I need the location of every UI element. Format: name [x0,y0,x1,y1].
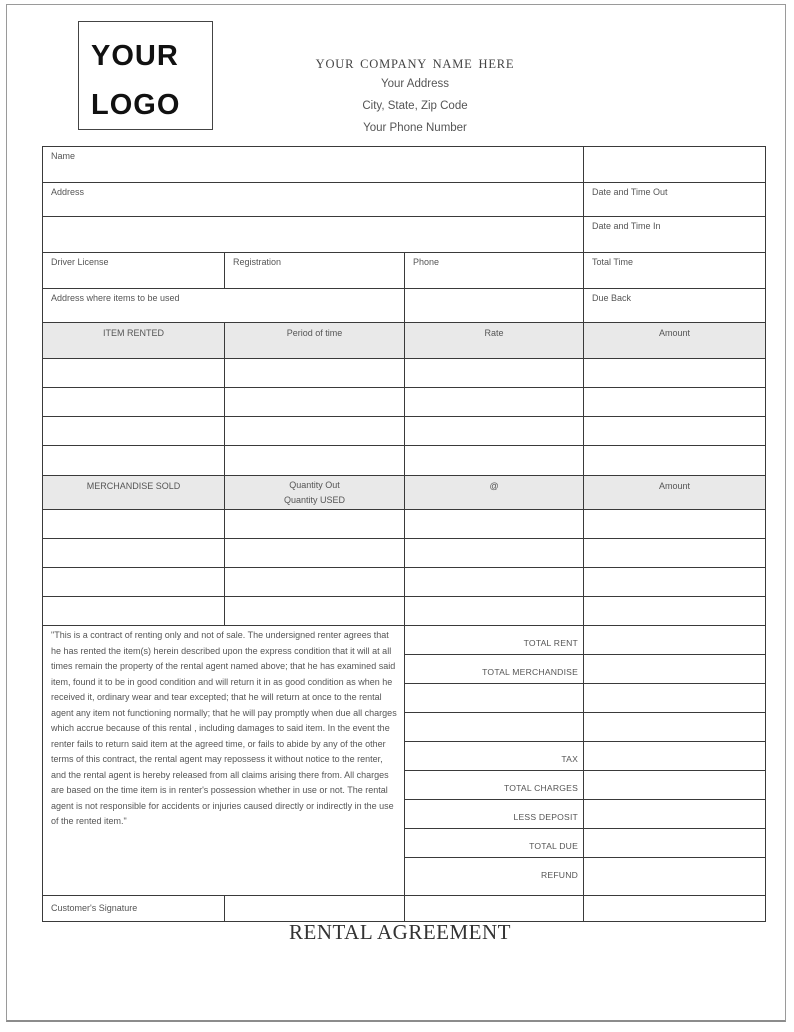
logo-line-1: YOUR [91,40,179,72]
signature-extra-cell[interactable] [405,896,584,922]
address-label: Address [51,187,85,197]
tax-value[interactable] [584,742,766,771]
item-rented-header: ITEM RENTED [43,323,225,359]
at-header: @ [405,476,584,510]
rental-cell[interactable] [225,446,405,476]
total-rent-label: TOTAL RENT [405,626,584,655]
rental-cell[interactable] [43,446,225,476]
amount-header: Amount [584,323,766,359]
rental-cell[interactable] [584,417,766,446]
refund-label: REFUND [405,858,584,896]
rental-cell[interactable] [43,359,225,388]
driver-license-field[interactable] [43,253,225,289]
merchandise-sold-header: MERCHANDISE SOLD [43,476,225,510]
total-merchandise-value[interactable] [584,655,766,684]
merch-cell[interactable] [405,568,584,597]
rate-header: Rate [405,323,584,359]
company-name: YOUR COMPANY NAME HERE [315,57,515,71]
logo-placeholder [78,21,213,130]
address-field[interactable] [43,183,584,217]
phone-field[interactable] [405,253,584,289]
rental-cell[interactable] [584,359,766,388]
logo-line-2: LOGO [91,89,181,121]
address-continuation-field[interactable] [43,217,584,253]
rental-cell[interactable] [225,359,405,388]
rental-form-table [42,146,766,922]
blank-total-label [405,684,584,713]
total-merchandise-label: TOTAL MERCHANDISE [405,655,584,684]
merch-cell[interactable] [405,539,584,568]
phone-label: Phone [413,257,440,267]
merch-cell[interactable] [43,510,225,539]
registration-field[interactable] [225,253,405,289]
company-address: Your Address [381,78,449,90]
merch-cell[interactable] [43,568,225,597]
less-deposit-label: LESS DEPOSIT [405,800,584,829]
rental-cell[interactable] [43,388,225,417]
contract-terms: "This is a contract of renting only and not of sale. The undersigned renter agrees that he has rented the item(s) herein described upon the express condition that it will at all times remain the property of the rental agent named above; that he has examined said item, found it to be in good condition and will return it in as good condition as when he received it, ordinary wear and tear excepted; that he will return at once to the rental agent any item not functioning normally; that he will pay promptly when due all charges which accrue because of this rental , including damages to said item. In the event the renter fails to return said item at the agreed time, or fails to abide by any of the other terms of this contract, the rental agent may repossess it without notice to the renter, and the rental agent is hereby released from all claims arising there from. All charges are based on the time item is in renter's possession whether in use or not. The rental agent is not responsible for accidents or injuries caused directly or indirectly in the use of the rented item." [43,626,405,896]
merch-cell[interactable] [225,597,405,626]
total-charges-label: TOTAL CHARGES [405,771,584,800]
rental-cell[interactable] [584,388,766,417]
merch-cell[interactable] [43,597,225,626]
due-back-field[interactable] [584,289,766,323]
usage-address-extra-field[interactable] [405,289,584,323]
quantity-out-label: Quantity Out [289,480,340,490]
usage-address-label: Address where items to be used [51,293,180,303]
date-time-out-field[interactable] [584,183,766,217]
company-city: City, State, Zip Code [362,100,468,112]
date-time-in-label: Date and Time In [592,221,661,231]
merch-cell[interactable] [584,568,766,597]
blank-total-label [405,713,584,742]
top-right-blank-cell[interactable] [584,147,766,183]
rental-cell[interactable] [584,446,766,476]
merch-cell[interactable] [584,510,766,539]
total-time-field[interactable] [584,253,766,289]
rental-cell[interactable] [225,388,405,417]
rental-cell[interactable] [405,446,584,476]
total-due-label: TOTAL DUE [405,829,584,858]
merch-cell[interactable] [225,510,405,539]
quantity-header [225,476,405,510]
total-time-label: Total Time [592,257,634,267]
blank-total-value[interactable] [584,684,766,713]
company-phone: Your Phone Number [363,122,467,134]
date-time-out-label: Date and Time Out [592,187,668,197]
name-label: Name [51,151,76,161]
period-header: Period of time [225,323,405,359]
date-time-in-field[interactable] [584,217,766,253]
quantity-used-label: Quantity USED [283,495,346,505]
merch-cell[interactable] [225,539,405,568]
usage-address-field[interactable] [43,289,405,323]
total-charges-value[interactable] [584,771,766,800]
merch-cell[interactable] [584,539,766,568]
rental-cell[interactable] [405,388,584,417]
rental-cell[interactable] [405,359,584,388]
signature-label-cell [43,896,225,922]
signature-extra-cell[interactable] [584,896,766,922]
blank-total-value[interactable] [584,713,766,742]
name-field[interactable] [43,147,584,183]
total-due-value[interactable] [584,829,766,858]
merch-amount-header: Amount [584,476,766,510]
merch-cell[interactable] [584,597,766,626]
total-rent-value[interactable] [584,626,766,655]
merch-cell[interactable] [405,510,584,539]
signature-label: Customer's Signature [51,903,138,913]
signature-field[interactable] [225,896,405,922]
rental-cell[interactable] [225,417,405,446]
merch-cell[interactable] [43,539,225,568]
rental-cell[interactable] [43,417,225,446]
merch-cell[interactable] [405,597,584,626]
less-deposit-value[interactable] [584,800,766,829]
refund-value[interactable] [584,858,766,896]
due-back-label: Due Back [592,293,632,303]
document-title: RENTAL AGREEMENT [289,920,511,944]
registration-label: Registration [233,257,282,267]
merch-cell[interactable] [225,568,405,597]
rental-cell[interactable] [405,417,584,446]
driver-license-label: Driver License [51,257,109,267]
tax-label: TAX [405,742,584,771]
